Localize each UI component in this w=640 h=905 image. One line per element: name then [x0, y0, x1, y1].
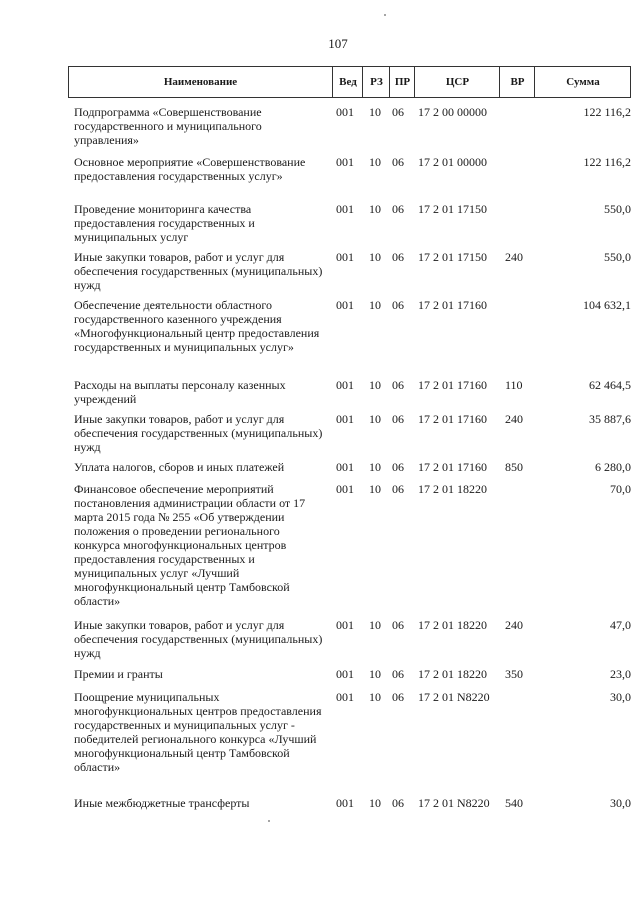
row-rz: 10: [369, 155, 381, 169]
row-sum: 122 116,2: [583, 155, 631, 169]
scan-speck: [268, 820, 270, 822]
row-ved: 001: [336, 155, 354, 169]
scan-speck: [384, 14, 386, 16]
row-name: Подпрограмма «Совершенствование государственного и муниципального управления»: [74, 105, 262, 147]
header-csr: ЦСР: [414, 67, 500, 97]
row-ved: 001: [336, 378, 354, 392]
row-pr: 06: [392, 482, 404, 496]
row-ved: 001: [336, 298, 354, 312]
row-vr: 110: [505, 378, 523, 392]
row-name: Расходы на выплаты персоналу казенных учреждений: [74, 378, 286, 406]
row-name: Основное мероприятие «Совершенствование предоставления государственных услуг»: [74, 155, 306, 183]
row-rz: 10: [369, 667, 381, 681]
table-row: [68, 690, 631, 774]
row-ved: 001: [336, 796, 354, 810]
row-rz: 10: [369, 412, 381, 426]
row-csr: 17 2 01 17160: [418, 378, 487, 392]
row-pr: 06: [392, 796, 404, 810]
row-pr: 06: [392, 250, 404, 264]
row-csr: 17 2 01 N8220: [418, 690, 490, 704]
row-vr: 240: [505, 412, 523, 426]
row-sum: 35 887,6: [589, 412, 631, 426]
table-row: [68, 202, 631, 244]
row-name: Обеспечение деятельности областного государственного казенного учреждения «Многофункциональный центр предоставления государственных и муниципальных услуг»: [74, 298, 320, 354]
row-ved: 001: [336, 460, 354, 474]
row-rz: 10: [369, 796, 381, 810]
row-pr: 06: [392, 460, 404, 474]
row-rz: 10: [369, 250, 381, 264]
row-csr: 17 2 01 00000: [418, 155, 487, 169]
table-row: [68, 298, 631, 354]
page-number: 107: [328, 36, 348, 51]
row-ved: 001: [336, 667, 354, 681]
row-name: Иные закупки товаров, работ и услуг для обеспечения государственных (муниципальных) нужд: [74, 250, 323, 292]
row-ved: 001: [336, 105, 354, 119]
row-pr: 06: [392, 202, 404, 216]
row-rz: 10: [369, 298, 381, 312]
row-sum: 30,0: [610, 690, 631, 704]
row-csr: 17 2 01 18220: [418, 618, 487, 632]
table-row: [68, 618, 631, 660]
table-header: [68, 66, 631, 98]
header-rz: РЗ: [362, 67, 390, 97]
row-rz: 10: [369, 202, 381, 216]
row-ved: 001: [336, 202, 354, 216]
row-sum: 550,0: [604, 202, 631, 216]
row-csr: 17 2 01 18220: [418, 667, 487, 681]
row-pr: 06: [392, 690, 404, 704]
table-row: [68, 412, 631, 454]
row-sum: 122 116,2: [583, 105, 631, 119]
row-csr: 17 2 01 17160: [418, 460, 487, 474]
row-ved: 001: [336, 618, 354, 632]
row-pr: 06: [392, 298, 404, 312]
table-row: [68, 482, 631, 608]
row-name: Проведение мониторинга качества предоставления государственных и муниципальных услуг: [74, 202, 255, 244]
row-name: Иные межбюджетные трансферты: [74, 796, 250, 810]
table-row: [68, 250, 631, 292]
row-name: Уплата налогов, сборов и иных платежей: [74, 460, 285, 474]
table-row: [68, 378, 631, 406]
row-sum: 70,0: [610, 482, 631, 496]
row-sum: 30,0: [610, 796, 631, 810]
row-rz: 10: [369, 378, 381, 392]
row-csr: 17 2 01 17160: [418, 298, 487, 312]
table-row: [68, 667, 631, 681]
row-vr: 850: [505, 460, 523, 474]
header-pr: ПР: [389, 67, 415, 97]
row-name: Иные закупки товаров, работ и услуг для обеспечения государственных (муниципальных) нужд: [74, 618, 323, 660]
row-sum: 62 464,5: [589, 378, 631, 392]
row-rz: 10: [369, 690, 381, 704]
header-vr: ВР: [499, 67, 535, 97]
table-row: [68, 105, 631, 147]
row-rz: 10: [369, 482, 381, 496]
row-csr: 17 2 01 18220: [418, 482, 487, 496]
row-vr: 350: [505, 667, 523, 681]
row-sum: 104 632,1: [583, 298, 631, 312]
row-name: Финансовое обеспечение мероприятий постановления администрации области от 17 марта 2015 года № 255 «Об утверждении положения о проведении регионального конкурса многофункциональных центров предоставления государственных и муниципальных услуг «Лучший многофункциональный центр Тамбовской области»: [74, 482, 306, 608]
row-ved: 001: [336, 250, 354, 264]
row-rz: 10: [369, 618, 381, 632]
budget-table: [68, 66, 631, 810]
table-row: [68, 155, 631, 183]
row-name: Поощрение муниципальных многофункциональных центров предоставления государственных и муниципальных услуг - победителей регионального конкурса «Лучший многофункциональный центр Тамбовской области»: [74, 690, 322, 774]
row-pr: 06: [392, 105, 404, 119]
row-sum: 47,0: [610, 618, 631, 632]
row-rz: 10: [369, 460, 381, 474]
row-csr: 17 2 01 N8220: [418, 796, 490, 810]
row-sum: 550,0: [604, 250, 631, 264]
header-sum: Сумма: [534, 67, 631, 97]
header-ved: Вед: [332, 67, 363, 97]
row-vr: 240: [505, 250, 523, 264]
row-ved: 001: [336, 482, 354, 496]
row-pr: 06: [392, 618, 404, 632]
row-vr: 540: [505, 796, 523, 810]
header-name: Наименование: [163, 76, 238, 88]
table-row: [68, 460, 631, 474]
row-name: Премии и гранты: [74, 667, 163, 681]
row-csr: 17 2 01 17160: [418, 412, 487, 426]
row-vr: 240: [505, 618, 523, 632]
row-csr: 17 2 01 17150: [418, 202, 487, 216]
row-pr: 06: [392, 667, 404, 681]
row-ved: 001: [336, 690, 354, 704]
row-sum: 23,0: [610, 667, 631, 681]
row-csr: 17 2 01 17150: [418, 250, 487, 264]
row-ved: 001: [336, 412, 354, 426]
row-name: Иные закупки товаров, работ и услуг для обеспечения государственных (муниципальных) нужд: [74, 412, 323, 454]
row-csr: 17 2 00 00000: [418, 105, 487, 119]
row-pr: 06: [392, 378, 404, 392]
row-pr: 06: [392, 412, 404, 426]
row-sum: 6 280,0: [595, 460, 631, 474]
table-row: [68, 796, 631, 810]
row-rz: 10: [369, 105, 381, 119]
row-pr: 06: [392, 155, 404, 169]
